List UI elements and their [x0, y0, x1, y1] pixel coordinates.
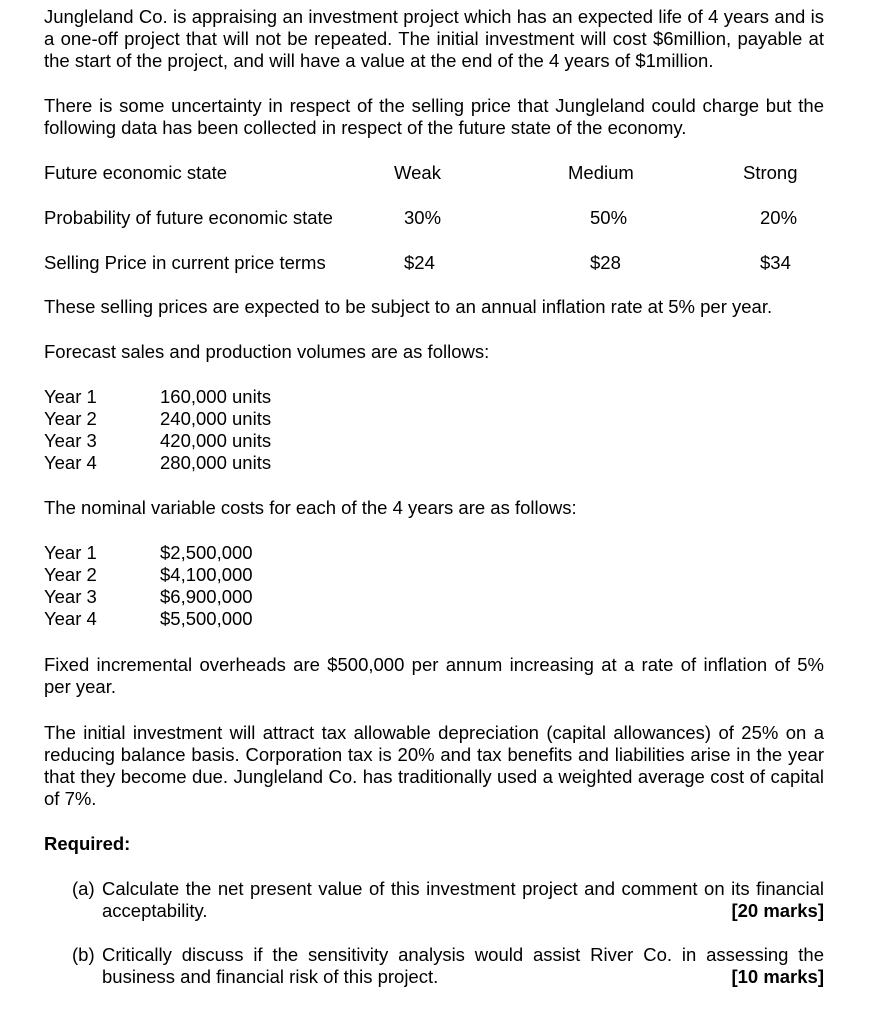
probability-weak: 30% [404, 207, 442, 228]
question-a [72, 878, 824, 922]
volume-year: Year 1 [44, 386, 97, 407]
required-heading: Required: [44, 833, 131, 854]
probability-label: Probability of future economic state [44, 207, 333, 228]
uncertainty-paragraph: There is some uncertainty in respect of the selling price that Jungleland could charge but the following data has been collected in respect of the future state of the economy. [44, 95, 824, 138]
overheads-paragraph: Fixed incremental overheads are $500,000 per annum increasing at a rate of inflation of 5% per year. [44, 654, 824, 697]
question-text [102, 878, 824, 922]
economy-header-strong: Strong [743, 162, 798, 183]
volume-year: Year 2 [44, 408, 97, 429]
economy-header-weak: Weak [394, 162, 441, 183]
question-marks: [10 marks] [731, 966, 824, 987]
economy-header-medium: Medium [568, 162, 634, 183]
probability-row [44, 207, 824, 231]
cost-year: Year 3 [44, 586, 97, 607]
volume-value: 160,000 units [160, 386, 272, 407]
question-text [102, 944, 824, 988]
question-marks: [20 marks] [731, 900, 824, 921]
cost-year: Year 1 [44, 542, 97, 563]
price-label: Selling Price in current price terms [44, 252, 326, 273]
economy-header-label: Future economic state [44, 162, 228, 183]
question-letter: (b) [72, 944, 95, 965]
cost-value: $2,500,000 [160, 542, 253, 563]
cost-value: $5,500,000 [160, 608, 253, 629]
question-text-content: Critically discuss if the sensitivity analysis would assist River Co. in assessing the business and financial risk of this project. [102, 944, 824, 987]
volumes-intro: Forecast sales and production volumes are as follows: [44, 341, 490, 362]
probability-medium: 50% [590, 207, 628, 228]
price-medium: $28 [590, 252, 621, 273]
probability-strong: 20% [760, 207, 798, 228]
cost-value: $6,900,000 [160, 586, 253, 607]
question-b [72, 944, 824, 988]
inflation-note: These selling prices are expected to be subject to an annual inflation rate at 5% per year. [44, 296, 773, 317]
question-letter: (a) [72, 878, 95, 899]
volume-year: Year 3 [44, 430, 97, 451]
tax-paragraph: The initial investment will attract tax allowable depreciation (capital allowances) of 25% on a reducing balance basis. Corporation tax is 20% and tax benefits and liabilities arise in the year that they become due. Jungleland Co. has traditionally used a weighted average cost of capital of 7%. [44, 722, 824, 809]
volume-value: 420,000 units [160, 430, 272, 451]
costs-intro: The nominal variable costs for each of the 4 years are as follows: [44, 497, 577, 518]
cost-year: Year 4 [44, 608, 97, 629]
question-text-content: Calculate the net present value of this investment project and comment on its financial acceptability. [102, 878, 824, 921]
intro-paragraph: Jungleland Co. is appraising an investment project which has an expected life of 4 years and is a one-off project that will not be repeated. The initial investment will cost $6million, payable at the start of the project, and will have a value at the end of the 4 years of $1million. [44, 6, 824, 71]
cost-value: $4,100,000 [160, 564, 253, 585]
cost-year: Year 2 [44, 564, 97, 585]
price-row [44, 252, 824, 276]
volume-year: Year 4 [44, 452, 97, 473]
economy-header-row [44, 162, 824, 186]
volume-value: 280,000 units [160, 452, 272, 473]
volume-value: 240,000 units [160, 408, 272, 429]
price-strong: $34 [760, 252, 791, 273]
price-weak: $24 [404, 252, 435, 273]
